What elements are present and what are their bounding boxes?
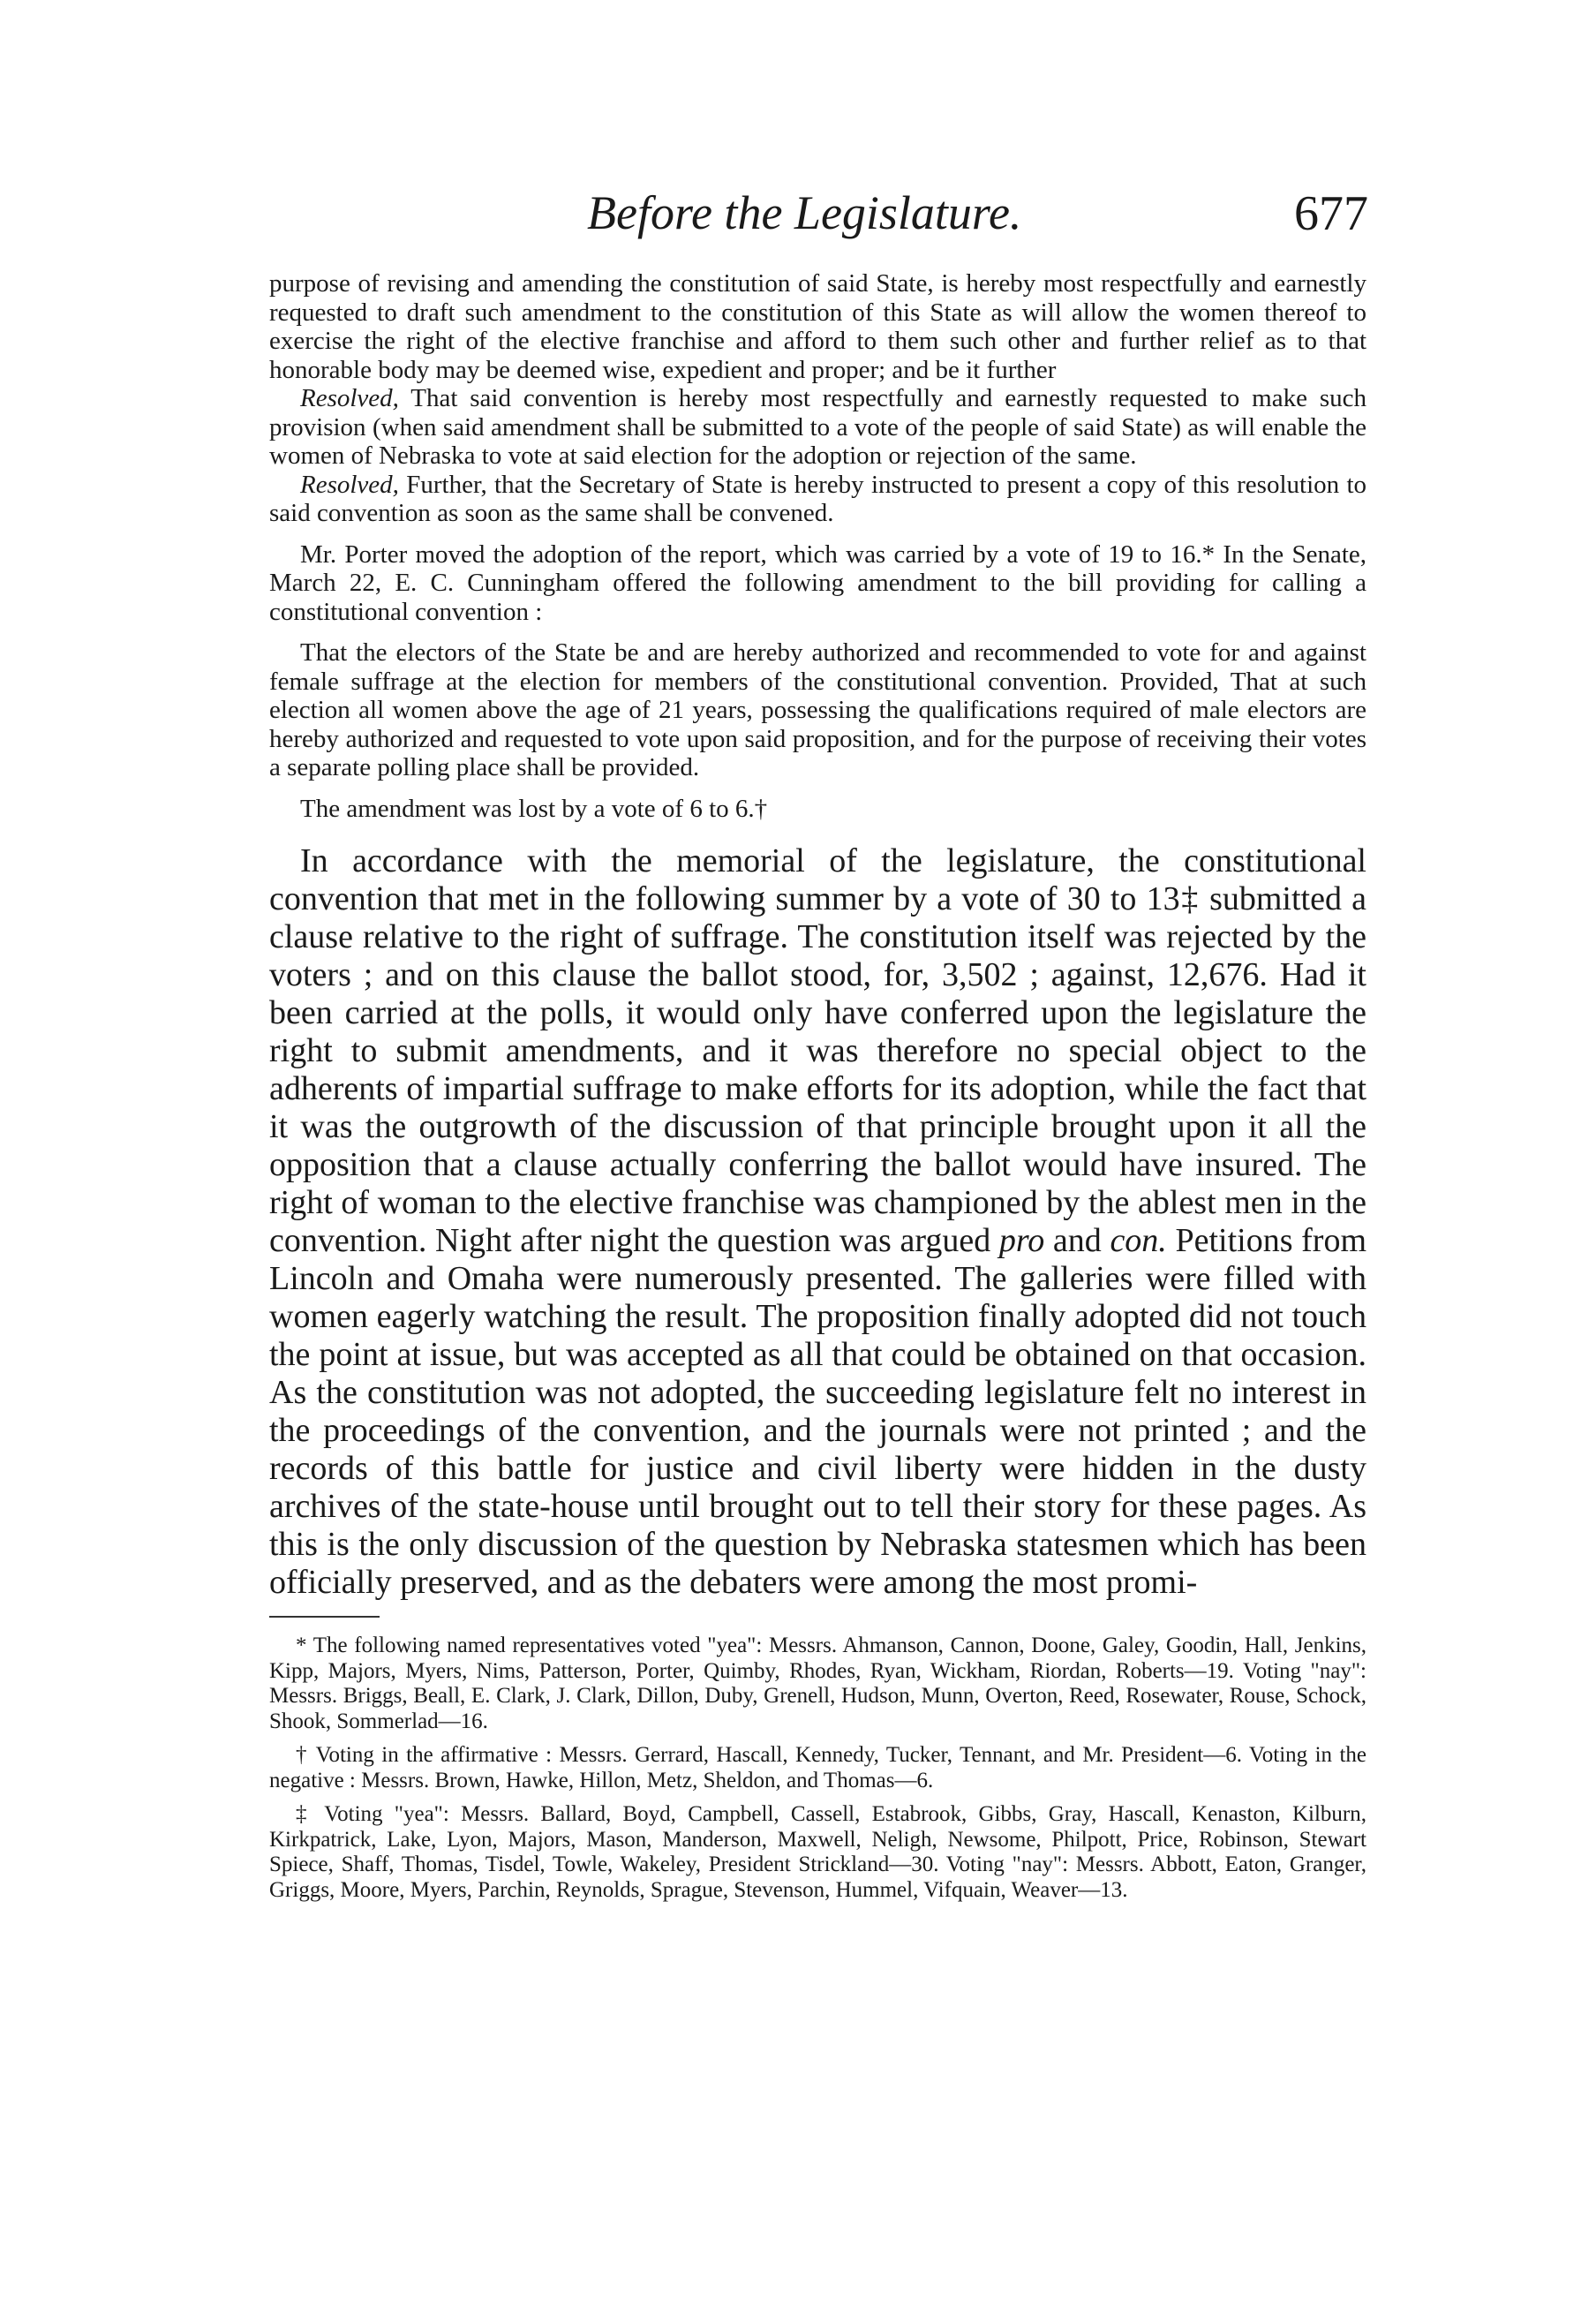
main-text-rest: Petitions from Lincoln and Omaha were numerously presented. The galleries were filled with women eagerly watching the result. The proposition finally adopted did not touch the point at issue, but was accepted as all that could be obtained on that occasion. As the constitution was not adopted, the succeeding legislature felt no interest in the proceedings of the convention, and the journals were not printed ; and the records of this battle for justice and civil liberty were hidden in the dusty archives of the state-house until brought out to tell their story for these pages. As this is the only discussion of the question by Nebraska statesmen which has been officially preserved, and as the debaters were among the most promi- xyxy=(269,1222,1367,1601)
narrative-paragraph: Mr. Porter moved the adoption of the report, which was carried by a vote of 19 to 16.* In the Senate, March 22, E. C. Cunningham offered the following amendment to the bill providing for calling a constitutional convention : xyxy=(269,540,1366,626)
resolution-2 xyxy=(269,471,1366,528)
resolution-1 xyxy=(269,384,1366,471)
resolved-label: Resolved, xyxy=(300,384,399,412)
main-and: and xyxy=(1044,1222,1110,1259)
resolution-1-text: That said convention is hereby most respectfully and earnestly requested to make such provision (when said amendment shall be submitted to a vote of the people of said State) as will enable the women of Nebraska to vote at said election for the adoption or rejection of the same. xyxy=(269,384,1366,470)
footnote-3: ‡ Voting "yea": Messrs. Ballard, Boyd, Campbell, Cassell, Estabrook, Gibbs, Gray, Hascall, Kenaston, Kilburn, Kirkpatrick, Lake, Lyon, Majors, Mason, Manderson, Maxwell, Neligh, Newsome, Philpott, Price, Robinson, Stewart Spiece, Shaff, Thomas, Tisdel, Towle, Wakeley, President Strickland—30. Voting "nay": Messrs. Abbott, Eaton, Granger, Griggs, Moore, Myers, Parchin, Reynolds, Sprague, Stevenson, Hummel, Vifquain, Weaver—13. xyxy=(269,1802,1366,1902)
footnote-2: † Voting in the affirmative : Messrs. Gerrard, Hascall, Kennedy, Tucker, Tennant, and Mr. President—6. Voting in the negative : Messrs. Brown, Hawke, Hillon, Metz, Sheldon, and Thomas—6. xyxy=(269,1743,1366,1792)
italic-pro: pro xyxy=(998,1222,1045,1259)
amendment-quote xyxy=(269,638,1366,782)
page-header xyxy=(265,185,1368,256)
main-paragraph xyxy=(269,842,1366,1602)
page-number: 677 xyxy=(1294,186,1368,241)
footnote-rule xyxy=(269,1616,380,1618)
resolution-2-text: Further, that the Secretary of State is hereby instructed to present a copy of this resolution to said convention as soon as the same shall be convened. xyxy=(269,470,1366,527)
narrative-block-1 xyxy=(269,540,1366,627)
footnotes xyxy=(269,1634,1366,1903)
page-content xyxy=(269,269,1366,1912)
italic-con: con. xyxy=(1110,1222,1167,1259)
running-title: Before the Legislature. xyxy=(587,186,1022,239)
narrative-paragraph: The amendment was lost by a vote of 6 to 6.† xyxy=(300,794,768,823)
quote-paragraph: purpose of revising and amending the constitution of said State, is hereby most respectfully and earnestly requested to draft such amendment to the constitution of this State as will allow the women thereof to exercise the right of the elective franchise and afford to them such other and further relief as to that honorable body may be deemed wise, expedient and proper; and be it further xyxy=(269,269,1366,384)
resolved-label: Resolved, xyxy=(300,470,399,499)
amendment-paragraph: That the electors of the State be and are hereby authorized and recommended to vote for and against female suffrage at the election for members of the constitutional convention. Provided, That at such election all women above the age of 21 years, possessing the qualifications required of male electors are hereby authorized and requested to vote upon said proposition, and for the purpose of receiving their votes a separate polling place shall be provided. xyxy=(269,638,1366,781)
footnote-1: * The following named representatives voted "yea": Messrs. Ahmanson, Cannon, Doone, Galey, Goodin, Hall, Jenkins, Kipp, Majors, Myers, Nims, Patterson, Porter, Quimby, Rhodes, Ryan, Wickham, Riordan, Roberts—19. Voting "nay": Messrs. Briggs, Beall, E. Clark, J. Clark, Dillon, Duby, Grenell, Hudson, Munn, Overton, Reed, Rosewater, Rouse, Schock, Shook, Sommerlad—16. xyxy=(269,1634,1366,1733)
resolution-quote xyxy=(269,269,1366,528)
main-text: In accordance with the memorial of the legislature, the constitutional convention that met in the following summer by a vote of 30 to 13‡ submitted a clause relative to the right of suffrage. The constitution itself was rejected by the voters ; and on this clause the ballot stood, for, 3,502 ; against, 12,676. Had it been carried at the polls, it would only have conferred upon the legislature the right to submit amendments, and it was therefore no special object to the adherents of impartial suffrage to make efforts for its adoption, while the fact that it was the outgrowth of the discussion of that principle brought upon it all the opposition that a clause actually conferring the ballot would have insured. The right of woman to the elective franchise was championed by the ablest men in the convention. Night after night the question was argued xyxy=(269,842,1366,1259)
narrative-block-2 xyxy=(269,795,1366,824)
